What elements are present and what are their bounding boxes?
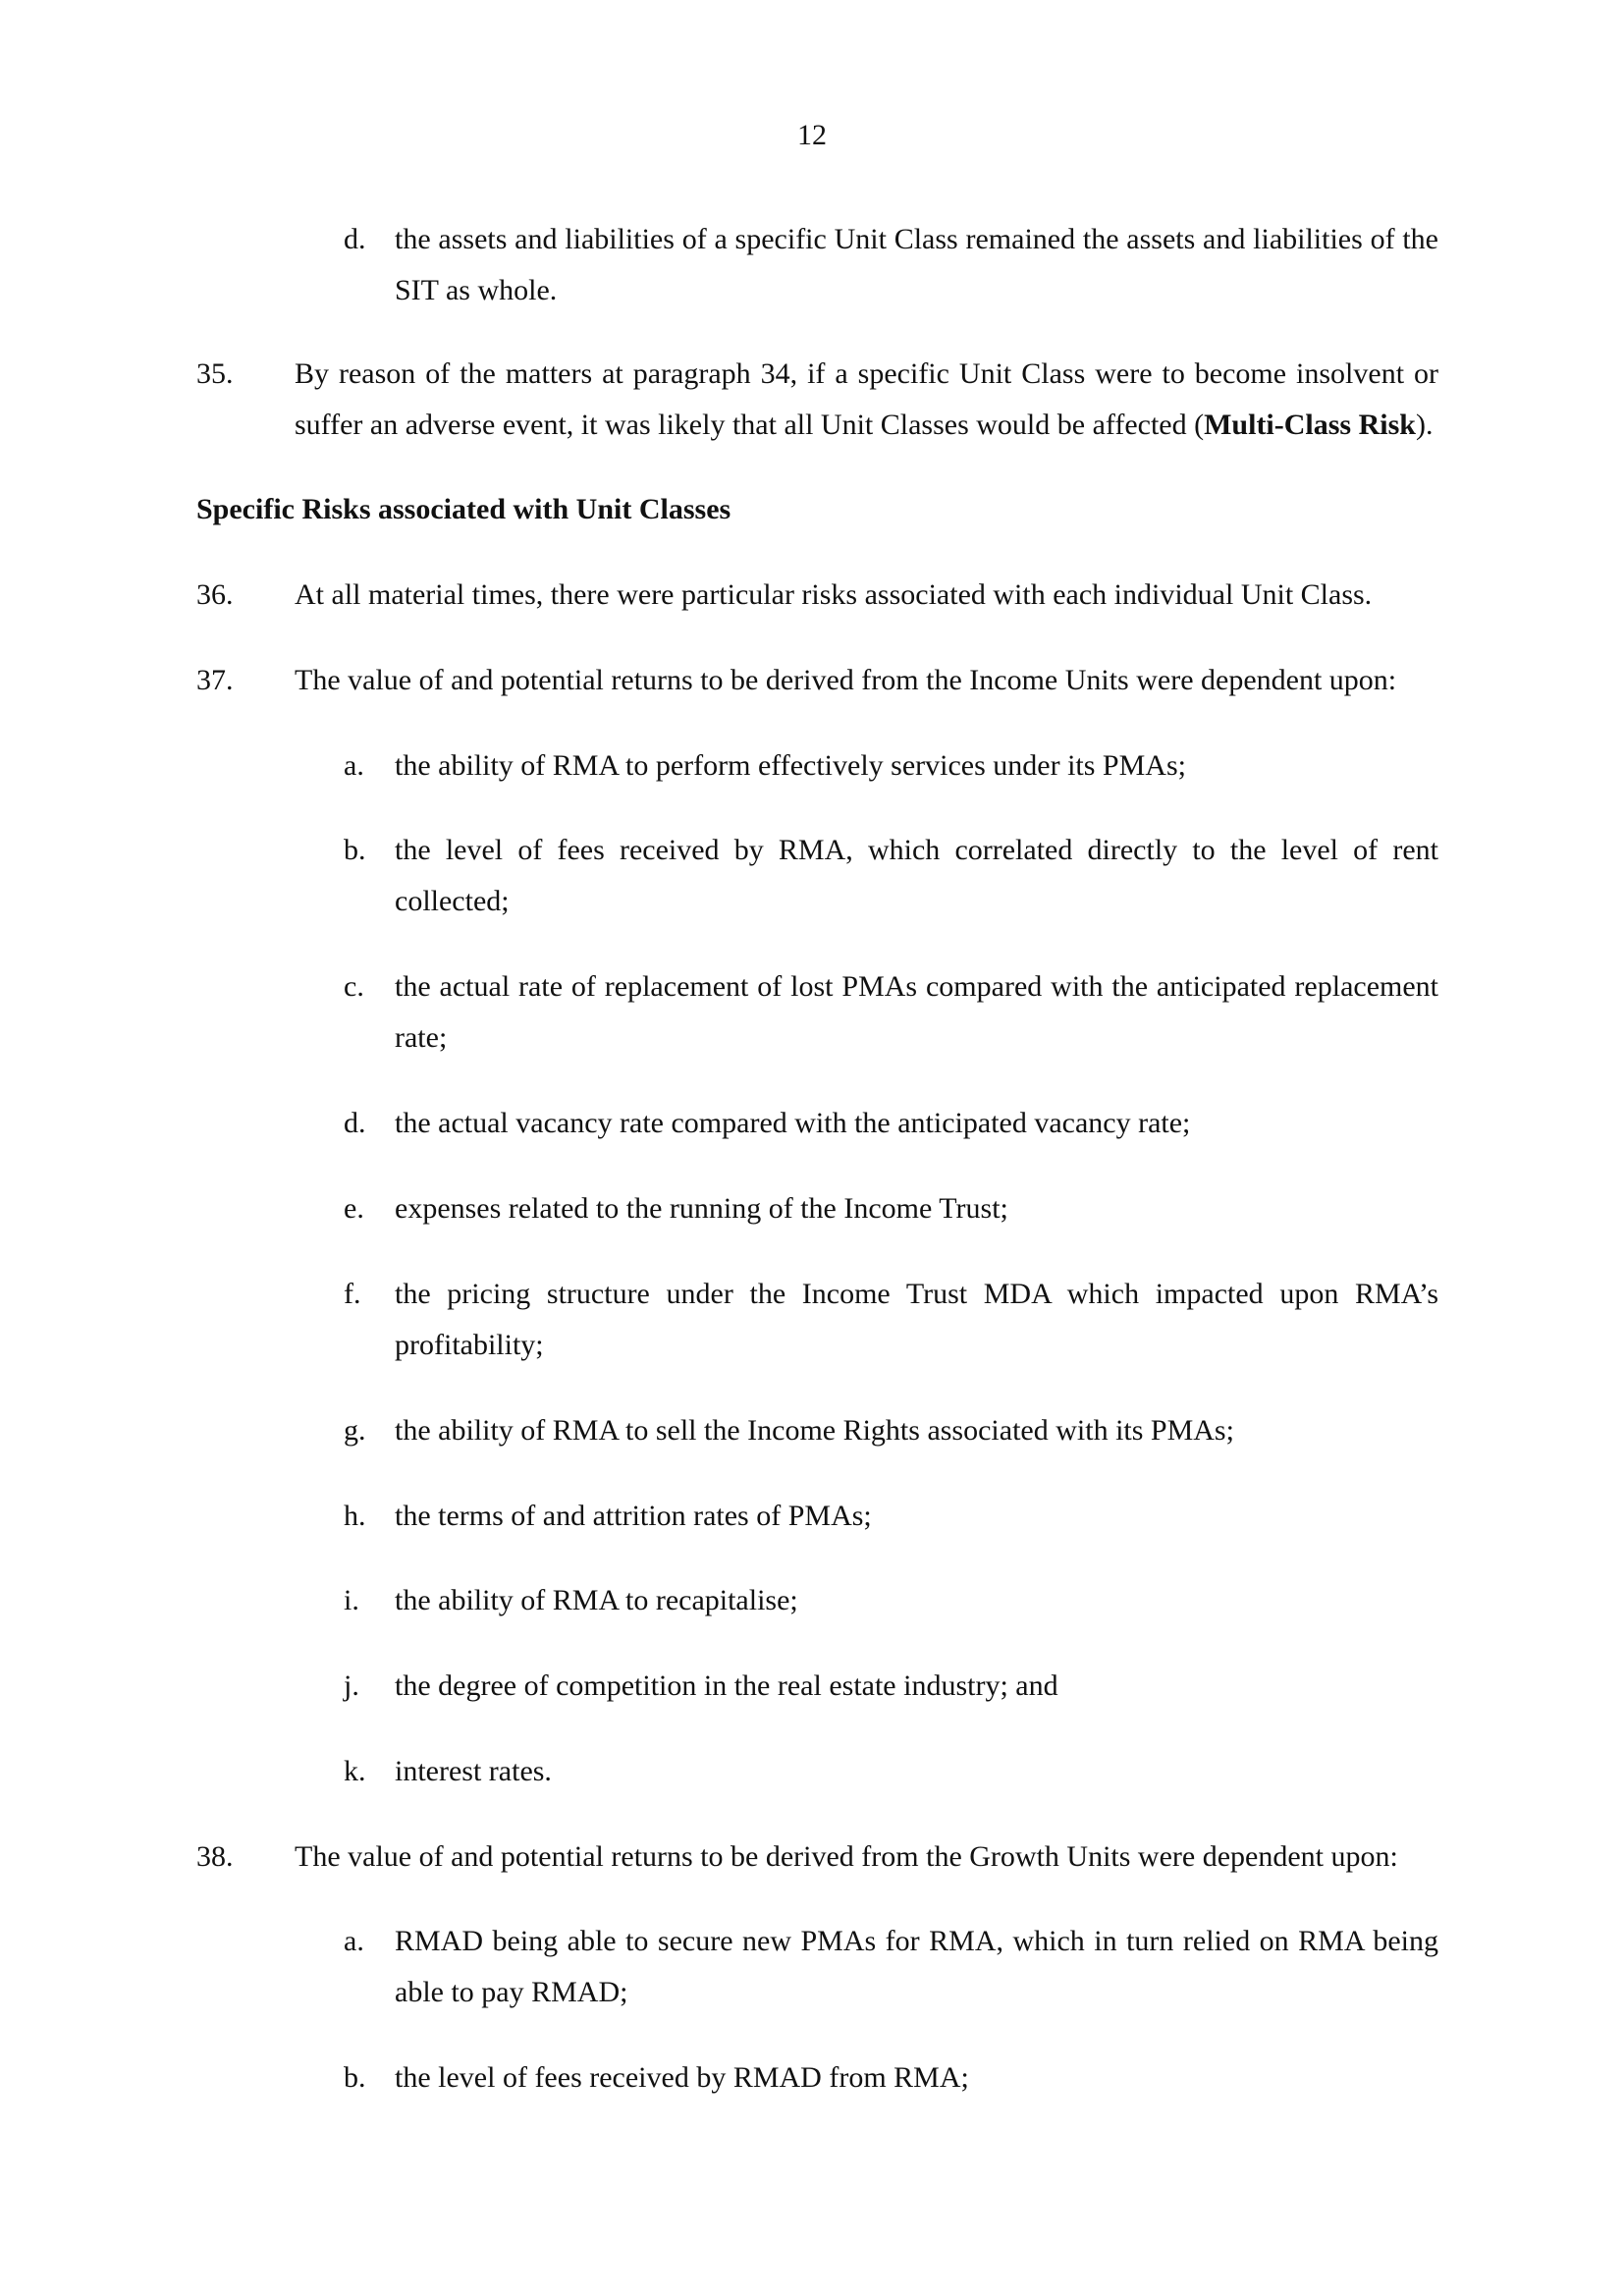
list-item-text: the pricing structure under the Income Trust MDA which impacted upon RMA’s profitability; xyxy=(395,1278,1438,1361)
list-item-text: expenses related to the running of the Income Trust; xyxy=(395,1192,1008,1225)
list-item-37-h xyxy=(344,1491,1438,1542)
list-item-37-b xyxy=(344,825,1438,927)
list-item-37-g xyxy=(344,1405,1438,1456)
list-item-37-c xyxy=(344,961,1438,1064)
list-item-37-j xyxy=(344,1661,1438,1712)
paragraph-37 xyxy=(196,655,1438,706)
list-item-34-d xyxy=(344,214,1438,316)
list-item-text: the level of fees received by RMAD from RMA; xyxy=(395,2061,969,2094)
list-item-letter: h. xyxy=(344,1500,366,1532)
list-item-text: interest rates. xyxy=(395,1755,552,1787)
paragraph-35 xyxy=(196,349,1438,451)
list-item-text: the ability of RMA to perform effectively services under its PMAs; xyxy=(395,749,1186,782)
list-item-letter: d. xyxy=(344,223,366,255)
list-item-37-k xyxy=(344,1746,1438,1797)
paragraph-text-end: ). xyxy=(1415,409,1434,441)
paragraph-text: The value of and potential returns to be derived from the Growth Units were dependent upon: xyxy=(295,1840,1398,1873)
paragraph-number: 36. xyxy=(196,578,234,611)
list-item-letter: j. xyxy=(344,1669,359,1702)
list-item-37-e xyxy=(344,1183,1438,1234)
page-number: 12 xyxy=(797,119,827,151)
list-item-text: RMAD being able to secure new PMAs for RMA, which in turn relied on RMA being able to pay RMAD; xyxy=(395,1925,1438,2008)
list-item-37-f xyxy=(344,1269,1438,1371)
list-item-letter: b. xyxy=(344,2061,366,2094)
list-item-37-d xyxy=(344,1098,1438,1149)
paragraph-number: 38. xyxy=(196,1840,234,1873)
list-item-text: the level of fees received by RMA, which correlated directly to the level of rent collected; xyxy=(395,834,1438,917)
list-item-38-a xyxy=(344,1916,1438,2018)
paragraph-text xyxy=(295,349,1438,451)
list-item-37-a xyxy=(344,740,1438,792)
list-item-37-i xyxy=(344,1575,1438,1626)
list-item-letter: d. xyxy=(344,1107,366,1139)
list-item-letter: g. xyxy=(344,1414,366,1447)
list-item-text: the actual rate of replacement of lost PMAs compared with the anticipated replacement rate; xyxy=(395,970,1438,1054)
list-item-letter: c. xyxy=(344,970,364,1003)
paragraph-text: At all material times, there were particular risks associated with each individual Unit Class. xyxy=(295,578,1373,611)
paragraph-text-start: By reason of the matters at paragraph 34, if a specific Unit Class were to become insolvent or suffer an adverse event, it was likely that all Unit Classes would be affected ( xyxy=(295,357,1438,441)
list-item-text: the assets and liabilities of a specific Unit Class remained the assets and liabilities of the SIT as whole. xyxy=(395,223,1438,306)
paragraph-36 xyxy=(196,570,1438,621)
list-item-38-b xyxy=(344,2052,1438,2104)
list-item-text: the ability of RMA to sell the Income Rights associated with its PMAs; xyxy=(395,1414,1234,1447)
paragraph-38 xyxy=(196,1831,1438,1883)
list-item-letter: e. xyxy=(344,1192,364,1225)
list-item-text: the ability of RMA to recapitalise; xyxy=(395,1584,798,1616)
list-item-text: the actual vacancy rate compared with the anticipated vacancy rate; xyxy=(395,1107,1191,1139)
section-heading: Specific Risks associated with Unit Classes xyxy=(196,493,731,525)
list-item-letter: a. xyxy=(344,1925,364,1957)
list-item-letter: i. xyxy=(344,1584,359,1616)
list-item-letter: a. xyxy=(344,749,364,782)
list-item-text: the terms of and attrition rates of PMAs; xyxy=(395,1500,872,1532)
defined-term: Multi-Class Risk xyxy=(1204,409,1416,441)
list-item-letter: b. xyxy=(344,834,366,866)
paragraph-number: 37. xyxy=(196,664,234,696)
list-item-letter: f. xyxy=(344,1278,361,1310)
list-item-letter: k. xyxy=(344,1755,366,1787)
list-item-text: the degree of competition in the real estate industry; and xyxy=(395,1669,1058,1702)
paragraph-number: 35. xyxy=(196,357,234,390)
paragraph-text: The value of and potential returns to be derived from the Income Units were dependent upon: xyxy=(295,664,1397,696)
